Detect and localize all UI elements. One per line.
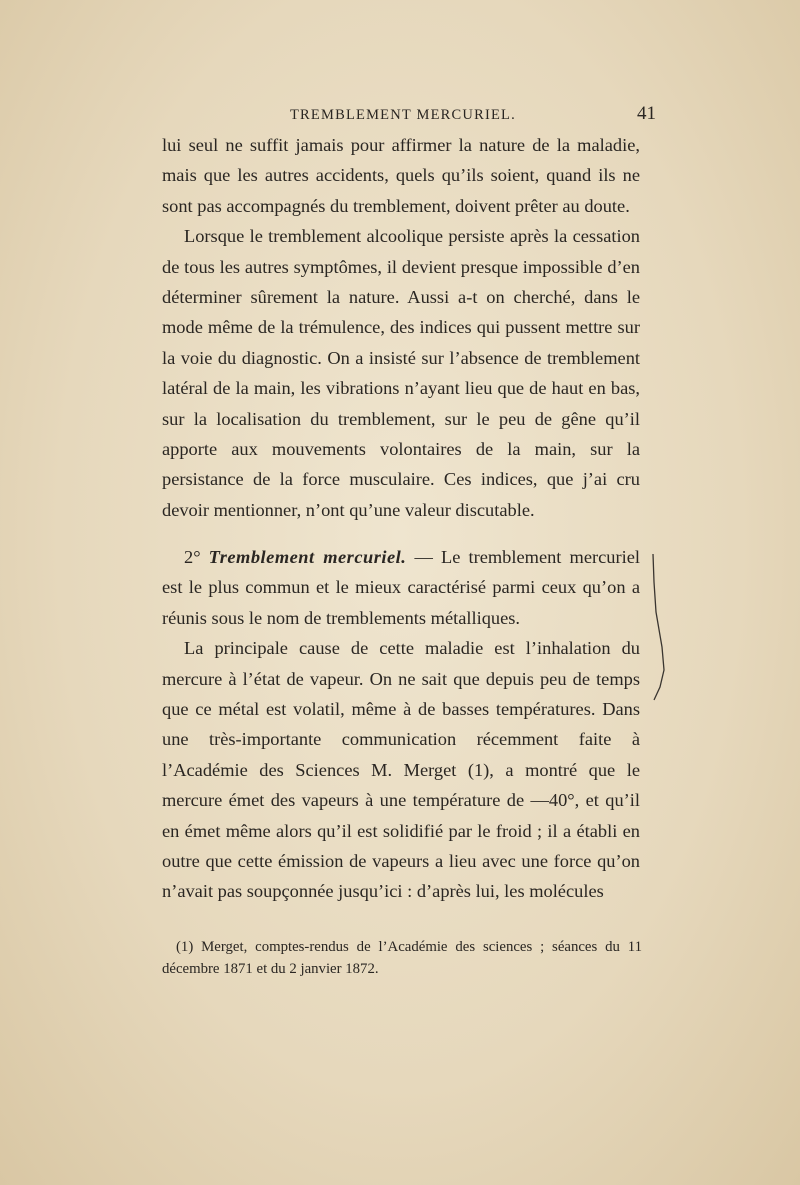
section-number: 2° bbox=[184, 547, 201, 567]
page-header bbox=[290, 103, 656, 127]
section-paragraph bbox=[162, 542, 640, 633]
section-title: Tremblement mercuriel. bbox=[208, 547, 407, 567]
paragraph-mercury-cause: La principale cause de cette maladie est l’inhalation du mercure à l’état de vapeur. On ne sait que depuis peu de temps que ce métal est volatil, même à de basses températures. Dans une très-importante communication récemment faite à l’Académie des Sciences M. Merget (1), a montré que le mercure émet des vapeurs à une température de —40°, et qu’il en émet même alors qu’il est solidifié par le froid ; il a établi en outre que cette émission de vapeurs a lieu avec une force qu’on n’avait pas soupçonnée jusqu’ici : d’après lui, les molécules bbox=[162, 638, 640, 902]
running-title: TREMBLEMENT MERCURIEL. bbox=[290, 107, 516, 123]
margin-pencil-mark bbox=[650, 552, 670, 702]
footnote-text: (1) Merget, comptes-rendus de l’Académie des sciences ; séances du 11 décembre 1871 et du 2 janvier 1872. bbox=[162, 939, 642, 977]
section-dash: — bbox=[414, 547, 433, 567]
section-intro-text: Le tremblement mercuriel est le plus commun et le mieux caractérisé parmi ceux qu’on a réunis sous le nom de tremblements métalliques. bbox=[162, 547, 640, 628]
page-number: 41 bbox=[637, 103, 656, 124]
paragraph-continuation: lui seul ne suffit jamais pour affirmer la nature de la maladie, mais que les autres accidents, quels qu’ils soient, quand ils ne sont pas accompagnés du tremblement, doivent prêter au doute. bbox=[162, 135, 640, 216]
body-text-lower bbox=[162, 542, 640, 907]
body-text-upper bbox=[162, 130, 640, 525]
paragraph-alcoholic-tremor: Lorsque le tremblement alcoolique persiste après la cessation de tous les autres symptômes, il devient presque impossible d’en déterminer sûrement la nature. Aussi a-t on cherché, dans le mode même de la trémulence, des indices qui pussent mettre sur la voie du diagnostic. On a insisté sur l’absence de tremblement latéral de la main, les vibrations n’ayant lieu que de haut en bas, sur la localisation du tremblement, sur le peu de gêne qu’il apporte aux mouvements volontaires de la main, sur la persistance de la force musculaire. Ces indices, que j’ai cru devoir mentionner, n’ont qu’une valeur discutable. bbox=[162, 226, 640, 520]
footnote bbox=[162, 936, 642, 980]
